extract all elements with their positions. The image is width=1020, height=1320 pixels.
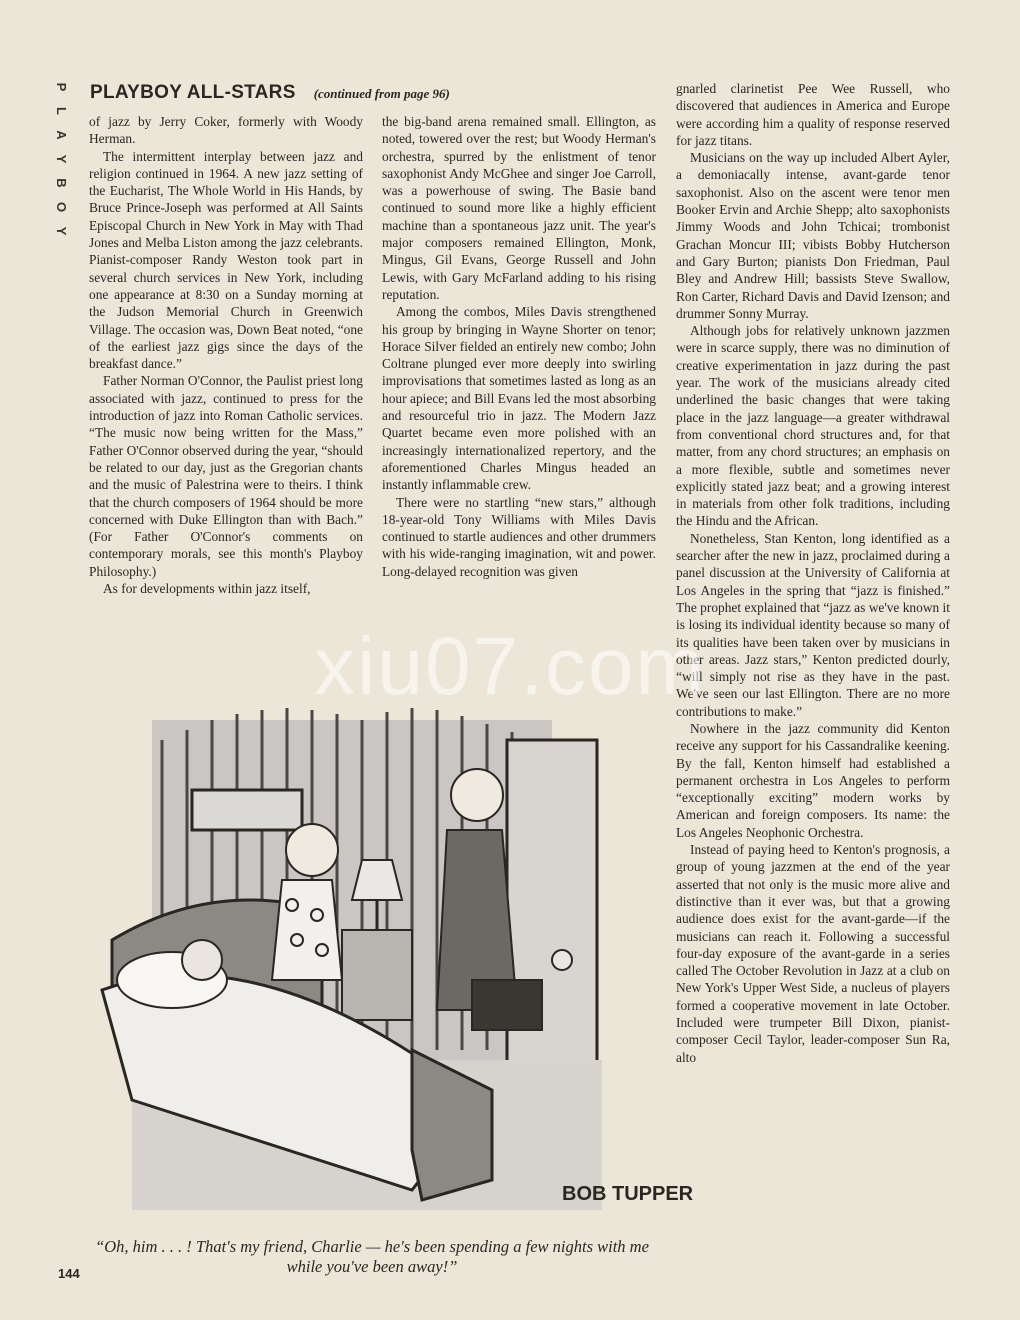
column-2 — [382, 113, 656, 673]
column-1 — [89, 113, 363, 673]
playboy-vertical-masthead: P L A Y B O Y — [54, 82, 69, 236]
article-title: PLAYBOY ALL-STARS — [90, 82, 296, 103]
paragraph: Instead of paying heed to Kenton's prognosis, a group of young jazzmen at the end of the year asserted that not only is the music more alive and distinctive than it ever was, but that a growing audience does exist for the avant-garde—if the musicians can reach it. Following a successful four-day exposure of the avant-garde in a series called The October Revolution in Jazz at a club on New York's Upper West Side, a nucleus of players formed a cooperative movement in late October. Included were trumpeter Bill Dixon, pianist-composer Cecil Taylor, leader-composer Sun Ra, alto — [676, 842, 950, 1065]
paragraph: the big-band arena remained small. Ellington, as noted, towered over the rest; but Woody Herman's orchestra, spurred by the enlistment of tenor saxophonist Andy McGhee and singer Joe Carroll, was a powerhouse of swing. The Basie band continued to sound more like a highly efficient machine than a spontaneous jazz unit. The year's major composers remained Ellington, Monk, Mingus, Gil Evans, George Russell and John Lewis, with Gary McFarland adding to his rising reputation. — [382, 114, 656, 302]
continued-note: (continued from page 96) — [313, 86, 450, 101]
paragraph: Although jobs for relatively unknown jazzmen were in scarce supply, there was no diminution of creative experimentation in jazz during the past year. The work of the musicians already cited underlined the basic changes that were taking place in the jazz language—a greater withdrawal from conventional chord structures and, for that matter, from any chord structures; an emphasis on a more flexible, subtle and sometimes never explicitly stated jazz beat; and a growing interest in materials from other folk traditions, including the Hindu and the African. — [676, 323, 950, 529]
page-number: 144 — [58, 1266, 80, 1281]
cartoon-caption: “Oh, him . . . ! That's my friend, Charlie — he's been spending a few nights with me while you've been away!” — [95, 1237, 649, 1276]
paragraph: Musicians on the way up included Albert Ayler, a demoniacally intense, avant-garde tenor saxophonist. Also on the ascent were tenor men Booker Ervin and Archie Shepp; alto saxophonists Jimmy Woods and John Tchicai; trombonist Grachan Moncur III; vibists Bobby Hutcherson and Gary Burton; pianists Don Friedman, Paul Bley and Andrew Hill; bassists Steve Swallow, Ron Carter, Richard Davis and David Izenson; and drummer Sonny Murray. — [676, 150, 950, 321]
column-3 — [676, 80, 950, 1290]
cartoon-illustration — [92, 680, 694, 1226]
paragraph: The intermittent interplay between jazz and religion continued in 1964. A new jazz setting of the Eucharist, The Whole World in His Hands, by Bruce Prince-Joseph was performed at All Saints Episcopal Church in New York in May with Thad Jones and Melba Liston among the jazz celebrants. Pianist-composer Randy Weston took part in several church services in New York, including one appearance at 8:30 on a Sunday morning at the Judson Memorial Church in Greenwich Village. The occasion was, Down Beat noted, “one of the earliest jazz gigs since the days of the breakfast dance.” — [89, 148, 363, 372]
article-header — [90, 82, 650, 108]
paragraph: Nowhere in the jazz community did Kenton receive any support for his Cassandralike keening. By the fall, Kenton himself had established a permanent orchestra in Los Angeles to perform “exceptionally exciting” modern works by American and foreign composers. Its name: the Los Angeles Neophonic Orchestra. — [676, 720, 950, 840]
watermark: xiu07.com — [314, 621, 706, 712]
paragraph: Father Norman O'Connor, the Paulist priest long associated with jazz, continued to press for the introduction of jazz into Roman Catholic services. “The music now being written for the Mass,” Father O'Connor observed during the year, “should be related to our day, just as the Gregorian chants and the music of Palestrina were to theirs. I think that the church composers of 1964 should be more concerned with Duke Ellington than with Bach.” (For Father O'Connor's comments on contemporary morals, see this month's Playboy Philosophy.) — [89, 373, 363, 579]
paragraph: Among the combos, Miles Davis strengthened his group by bringing in Wayne Shorter on tenor; Horace Silver fielded an entirely new combo; John Coltrane plunged ever more deeply into swirling improvisations that sometimes lasted as long as an hour apiece; and Bill Evans led the most absorbing and resourceful trio in jazz. The Modern Jazz Quartet became even more polished with an increasingly internationalized repertory, and the aforementioned Charles Mingus headed an instantly inflammable crew. — [382, 304, 656, 493]
paragraph: As for developments within jazz itself, — [103, 581, 311, 597]
paragraph: There were no startling “new stars,” although 18-year-old Tony Williams with Miles Davis continued to startle audiences and other drummers with his wide-ranging imagination, wit and power. Long-delayed recognition was given — [382, 494, 656, 579]
cartoon-drawing — [92, 680, 694, 1226]
paragraph: gnarled clarinetist Pee Wee Russell, who discovered that audiences in America and Europe were according him a quality of response reserved for jazz titans. — [676, 81, 950, 148]
paragraph: of jazz by Jerry Coker, formerly with Woody Herman. — [89, 114, 363, 147]
paragraph: Nonetheless, Stan Kenton, long identified as a searcher after the new in jazz, proclaimed during a panel discussion at the University of California at Los Angeles in the spring that “jazz is finished.” The prophet explained that “jazz as we've known it is losing its individual identity because so many of its qualities have been taken over by musicians in other areas. Jazz stars,” Kenton predicted dourly, “will simply not rise as they have in the past. We've seen our last Ellington. There are no more contributions to make.” — [676, 530, 950, 719]
artist-signature: BOB TUPPER — [562, 1183, 694, 1205]
